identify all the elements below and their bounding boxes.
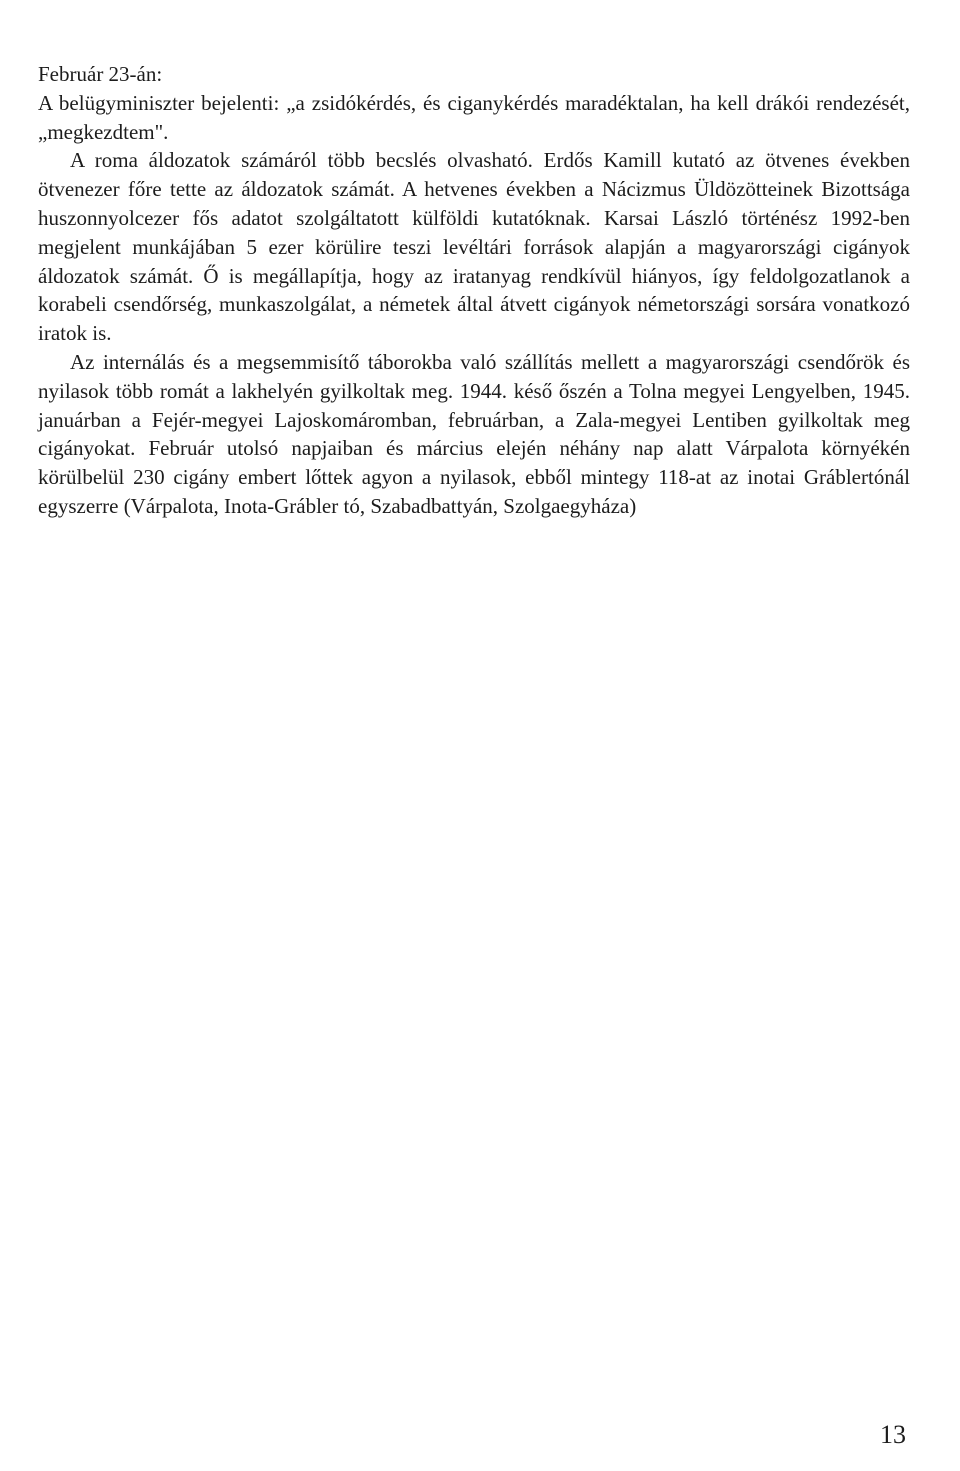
body-text <box>38 60 910 521</box>
paragraph-announcement: A belügyminiszter bejelenti: „a zsidókérdés, és ciganykérdés maradéktalan, ha kell drákói rendezését, „megkezdtem". <box>38 90 910 144</box>
date-heading: Február 23-án: <box>38 62 163 86</box>
paragraph-victim-estimates: A roma áldozatok számáról több becslés olvasható. Erdős Kamill kutató az ötvenes években ötvenezer főre tette az áldozatok számát. A hetvenes években a Nácizmus Üldözötteinek Bizottsága huszonnyolcezer fős adatot szolgáltatott külföldi kutatóknak. Karsai László történész 1992-ben megjelent munkájában 5 ezer körülire teszi levéltári források alapján a magyarországi cigányok áldozatok számát. Ő is megállapítja, hogy az iratanyag rendkívül hiányos, így feldolgozatlanok a korabeli csendőrség, munkaszolgálat, a németek által átvett cigányok németországi sorsára vonatkozó iratok is. <box>38 148 910 346</box>
page-number: 13 <box>880 1420 906 1449</box>
paragraph-killings: Az internálás és a megsemmisítő táborokba való szállítás mellett a magyarországi csendőrök és nyilasok több romát a lakhelyén gyilkoltak meg. 1944. késő őszén a Tolna megyei Lengyelben, 1945. januárban a Fejér-megyei Lajoskomáromban, februárban, a Zala-megyei Lentiben gyilkoltak meg cigányokat. Február utolsó napjaiban és március elején néhány nap alatt Várpalota környékén körülbelül 230 cigány embert lőttek agyon a nyilasok, ebből mintegy 118-at az inotai Gráblertónál egyszerre (Várpalota, Inota-Grábler tó, Szabadbattyán, Szolgaegyháza) <box>38 349 910 518</box>
